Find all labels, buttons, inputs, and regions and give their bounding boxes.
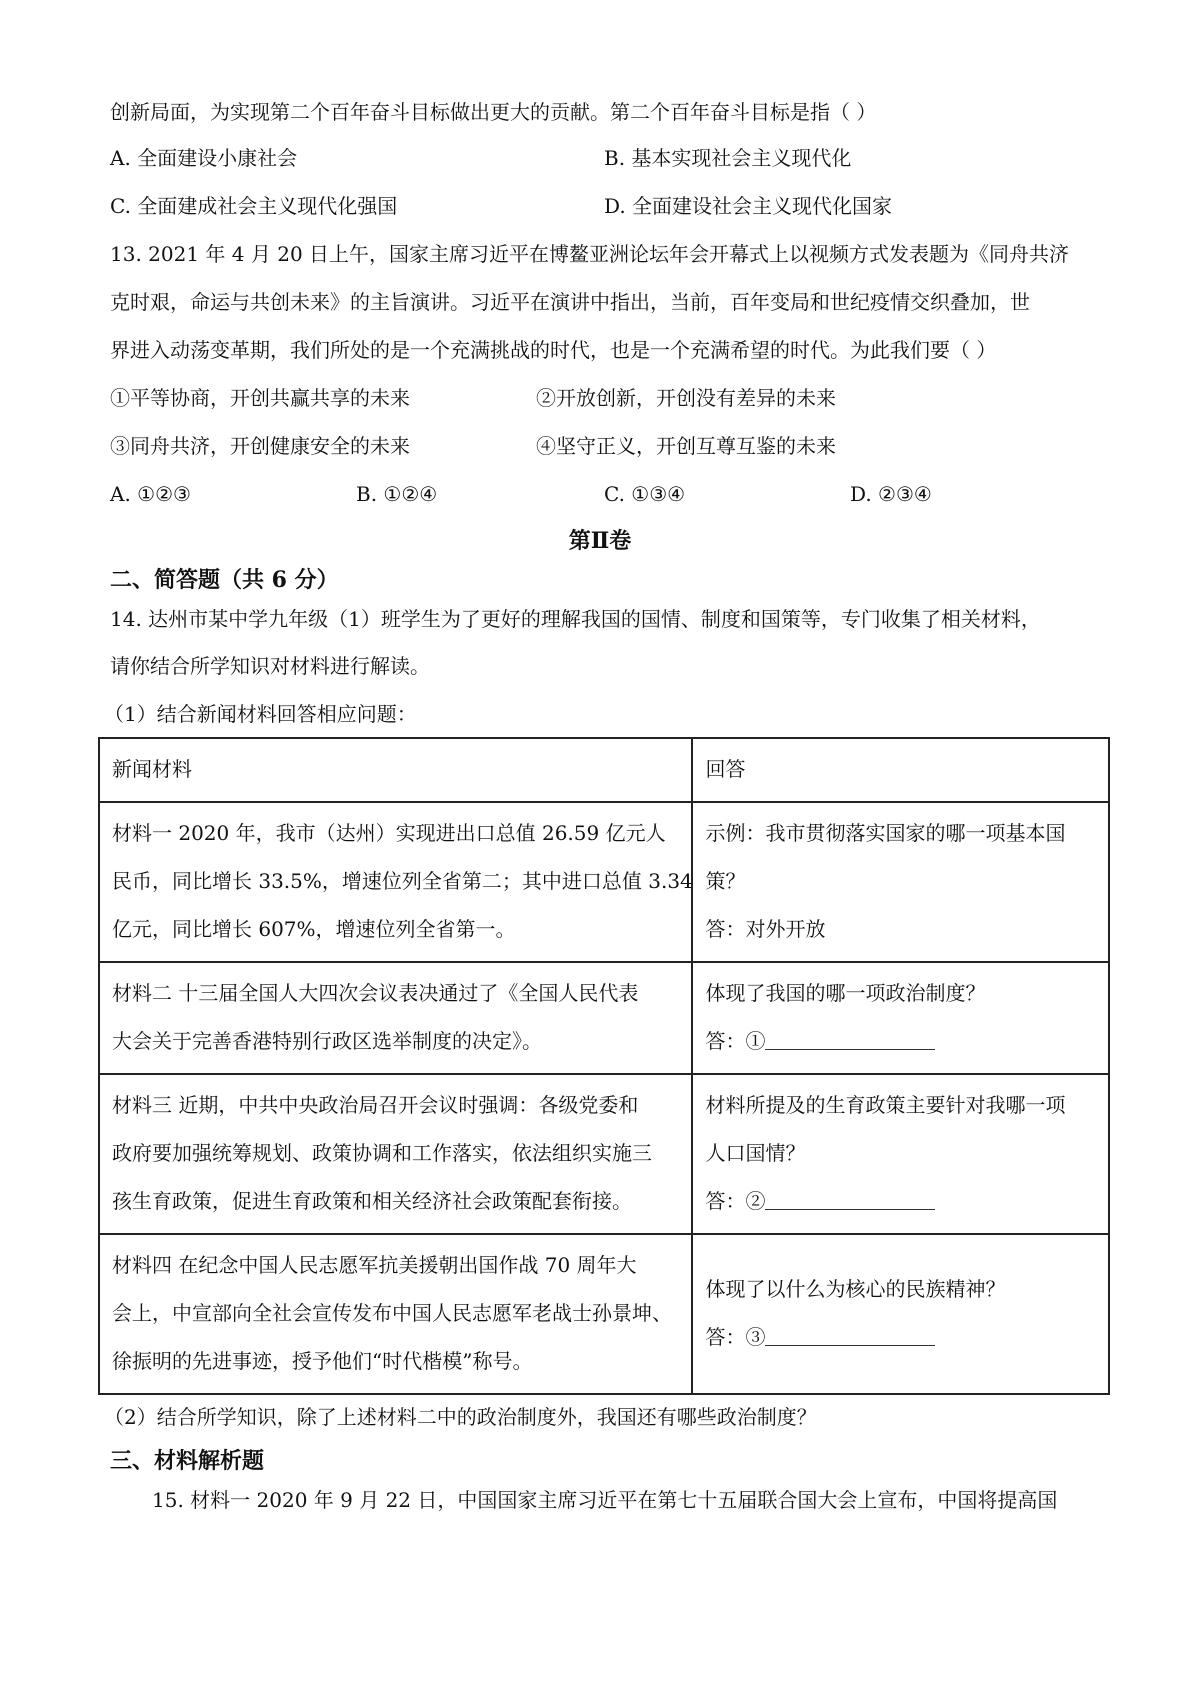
q13-statement-4: ④坚守正义，开创互尊互鉴的未来 xyxy=(536,434,836,458)
section3-heading: 三、材料解析题 xyxy=(110,1448,265,1474)
section2-heading: 二、简答题（共 6 分） xyxy=(110,567,339,593)
news-material-table xyxy=(98,737,1110,1395)
answer-3: 材料所提及的生育政策主要针对我哪一项 人口国情？ 答：② xyxy=(692,1074,1109,1234)
table-header-row xyxy=(99,738,1109,802)
material-2: 材料二 十三届全国人大四次会议表决通过了《全国人民代表 大会关于完善香港特别行政区选举制度的决定》。 xyxy=(99,962,692,1074)
q13-statement-3: ③同舟共济，开创健康安全的未来 xyxy=(110,434,410,458)
q13-stem-line1: 13. 2021 年 4 月 20 日上午，国家主席习近平在博鳌亚洲论坛年会开幕式上以视频方式发表题为《同舟共济 xyxy=(110,242,1070,266)
table-header-answer: 回答 xyxy=(692,738,1109,802)
q13-option-b: B. ①②④ xyxy=(356,482,438,506)
volume-title: 第Ⅱ卷 xyxy=(568,528,632,554)
q14-subquestion-1: （1）结合新闻材料回答相应问题： xyxy=(104,702,417,726)
answer-blank-1[interactable] xyxy=(765,1027,935,1050)
table-row xyxy=(99,1234,1109,1394)
q13-option-a: A. ①②③ xyxy=(110,482,191,506)
q13-statement-1: ①平等协商，开创共赢共享的未来 xyxy=(110,386,410,410)
q13-option-d: D. ②③④ xyxy=(850,482,932,506)
q12-option-c: C. 全面建成社会主义现代化强国 xyxy=(110,194,398,218)
q13-statement-2: ②开放创新，开创没有差异的未来 xyxy=(536,386,836,410)
q13-stem-line2: 克时艰，命运与共创未来》的主旨演讲。习近平在演讲中指出，当前，百年变局和世纪疫情交织叠加，世 xyxy=(110,290,1030,314)
q12-option-a: A. 全面建设小康社会 xyxy=(110,146,298,170)
material-1: 材料一 2020 年，我市（达州）实现进出口总值 26.59 亿元人 民币，同比增长 33.5%，增速位列全省第二；其中进口总值 3.34 亿元，同比增长 607%，增速位列全省第一。 xyxy=(99,802,692,962)
table-row xyxy=(99,1074,1109,1234)
answer-2: 体现了我国的哪一项政治制度？ 答：① xyxy=(692,962,1109,1074)
material-4: 材料四 在纪念中国人民志愿军抗美援朝出国作战 70 周年大 会上，中宣部向全社会宣传发布中国人民志愿军老战士孙景坤、 徐振明的先进事迹，授予他们“时代楷模”称号。 xyxy=(99,1234,692,1394)
material-3: 材料三 近期，中共中央政治局召开会议时强调：各级党委和 政府要加强统筹规划、政策协调和工作落实，依法组织实施三 孩生育政策，促进生育政策和相关经济社会政策配套衔接。 xyxy=(99,1074,692,1234)
answer-blank-2[interactable] xyxy=(765,1187,935,1210)
q12-option-d: D. 全面建设社会主义现代化国家 xyxy=(604,194,893,218)
q15-stem-line1: 15. 材料一 2020 年 9 月 22 日，中国国家主席习近平在第七十五届联合国大会上宣布，中国将提高国 xyxy=(152,1488,1058,1512)
q13-option-c: C. ①③④ xyxy=(604,482,686,506)
q14-stem-line1: 14. 达州市某中学九年级（1）班学生为了更好的理解我国的国情、制度和国策等，专门收集了相关材料， xyxy=(110,607,1041,631)
table-header-news: 新闻材料 xyxy=(99,738,692,802)
q12-stem: 创新局面，为实现第二个百年奋斗目标做出更大的贡献。第二个百年奋斗目标是指（ ） xyxy=(110,100,877,124)
q14-stem-line2: 请你结合所学知识对材料进行解读。 xyxy=(110,654,430,678)
q14-subquestion-2: （2）结合所学知识，除了上述材料二中的政治制度外，我国还有哪些政治制度？ xyxy=(104,1405,817,1429)
q13-stem-line3: 界进入动荡变革期，我们所处的是一个充满挑战的时代，也是一个充满希望的时代。为此我们要（ ） xyxy=(110,338,997,362)
table-row xyxy=(99,802,1109,962)
q12-option-b: B. 基本实现社会主义现代化 xyxy=(604,146,852,170)
answer-1: 示例：我市贯彻落实国家的哪一项基本国 策？ 答：对外开放 xyxy=(692,802,1109,962)
answer-4: 体现了以什么为核心的民族精神？ 答：③ xyxy=(692,1234,1109,1394)
table-row xyxy=(99,962,1109,1074)
answer-blank-3[interactable] xyxy=(765,1323,935,1346)
